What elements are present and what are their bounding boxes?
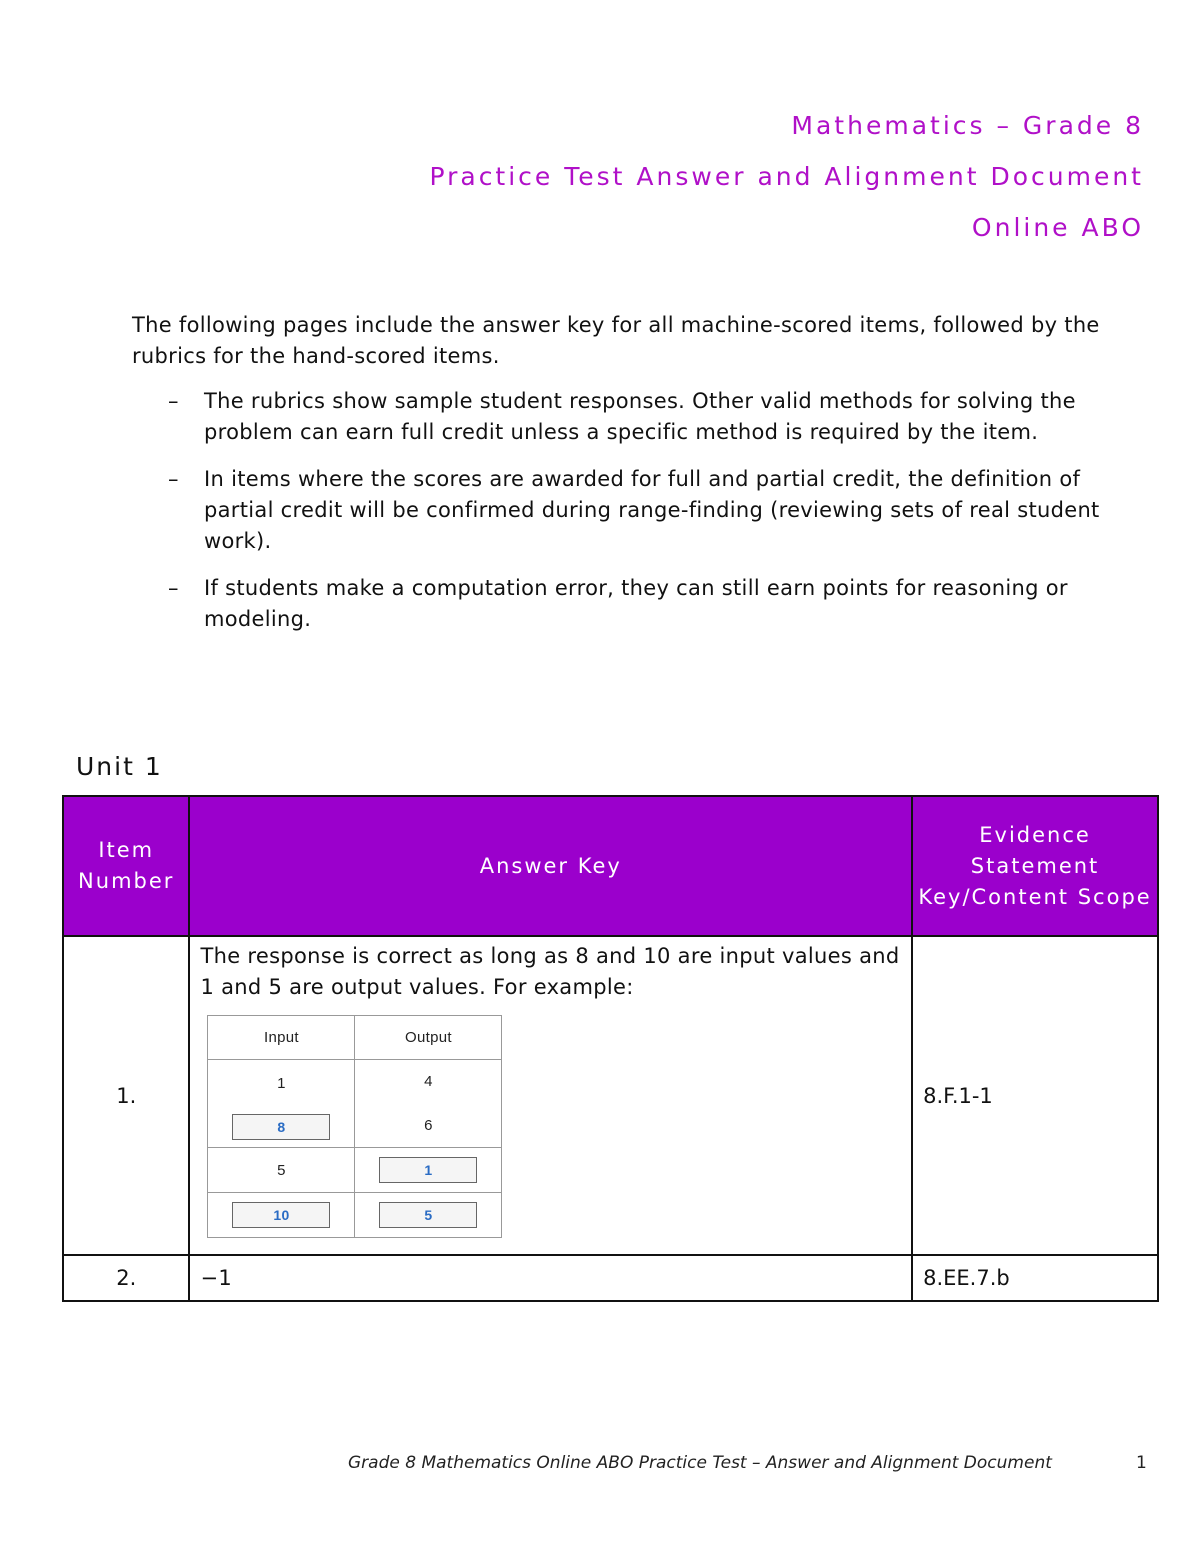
input-value: 1 [277,1074,286,1092]
dash-icon: – [168,576,179,600]
intro-bullet-text: In items where the scores are awarded for full and partial credit, the definition of partial credit will be confirmed during range-finding (reviewing sets of real student work). [204,467,1100,553]
answer-text: The response is correct as long as 8 and 10 are input values and 1 and 5 are output values. For example: [200,944,900,999]
output-cell [355,1193,502,1238]
header-title: Practice Test Answer and Alignment Document [429,162,1144,191]
output-answer-box[interactable]: 1 [379,1157,477,1183]
input-cell [208,1060,355,1148]
input-answer-box[interactable]: 10 [232,1202,330,1228]
document-header [429,100,1144,253]
dash-icon: – [168,389,179,413]
output-cell [355,1060,502,1148]
input-header: Input [208,1016,355,1060]
output-cell [355,1148,502,1193]
item-number: 1. [63,936,189,1255]
output-value: 4 [424,1073,433,1091]
intro-bullet [132,386,1152,448]
dash-icon: – [168,467,179,491]
page-number: 1 [1136,1453,1147,1473]
input-cell [208,1193,355,1238]
input-output-table [207,1015,502,1238]
intro-section [132,310,1152,651]
table-row [63,1255,1158,1301]
intro-bullet-text: If students make a computation error, they can still earn points for reasoning or modeling. [204,576,1068,631]
answer-key-cell [189,936,912,1255]
answer-key-cell: −1 [189,1255,912,1301]
item-number: 2. [63,1255,189,1301]
intro-paragraph: The following pages include the answer key for all machine-scored items, followed by the rubrics for the hand-scored items. [132,313,1100,368]
intro-bullet-text: The rubrics show sample student responses. Other valid methods for solving the problem can earn full credit unless a specific method is required by the item. [204,389,1076,444]
answer-key-table [62,795,1159,1302]
input-answer-box[interactable]: 8 [232,1114,330,1140]
header-answer-key: Answer Key [189,796,912,936]
intro-bullet [132,573,1152,635]
input-value: 5 [208,1148,355,1193]
table-row [63,936,1158,1255]
header-evidence-statement: Evidence Statement Key/Content Scope [912,796,1158,936]
evidence-statement: 8.EE.7.b [912,1255,1158,1301]
output-header: Output [355,1016,502,1060]
header-format: Online ABO [971,213,1144,242]
evidence-statement: 8.F.1-1 [912,936,1158,1255]
header-item-number: Item Number [63,796,189,936]
output-value: 6 [424,1116,433,1134]
output-answer-box[interactable]: 5 [379,1202,477,1228]
header-subject: Mathematics – Grade 8 [791,111,1144,140]
intro-bullet-list [132,386,1152,635]
page-footer: Grade 8 Mathematics Online ABO Practice Test – Answer and Alignment Document [348,1453,1052,1473]
table-header-row [63,796,1158,936]
intro-bullet [132,464,1152,557]
unit-title: Unit 1 [76,752,163,781]
